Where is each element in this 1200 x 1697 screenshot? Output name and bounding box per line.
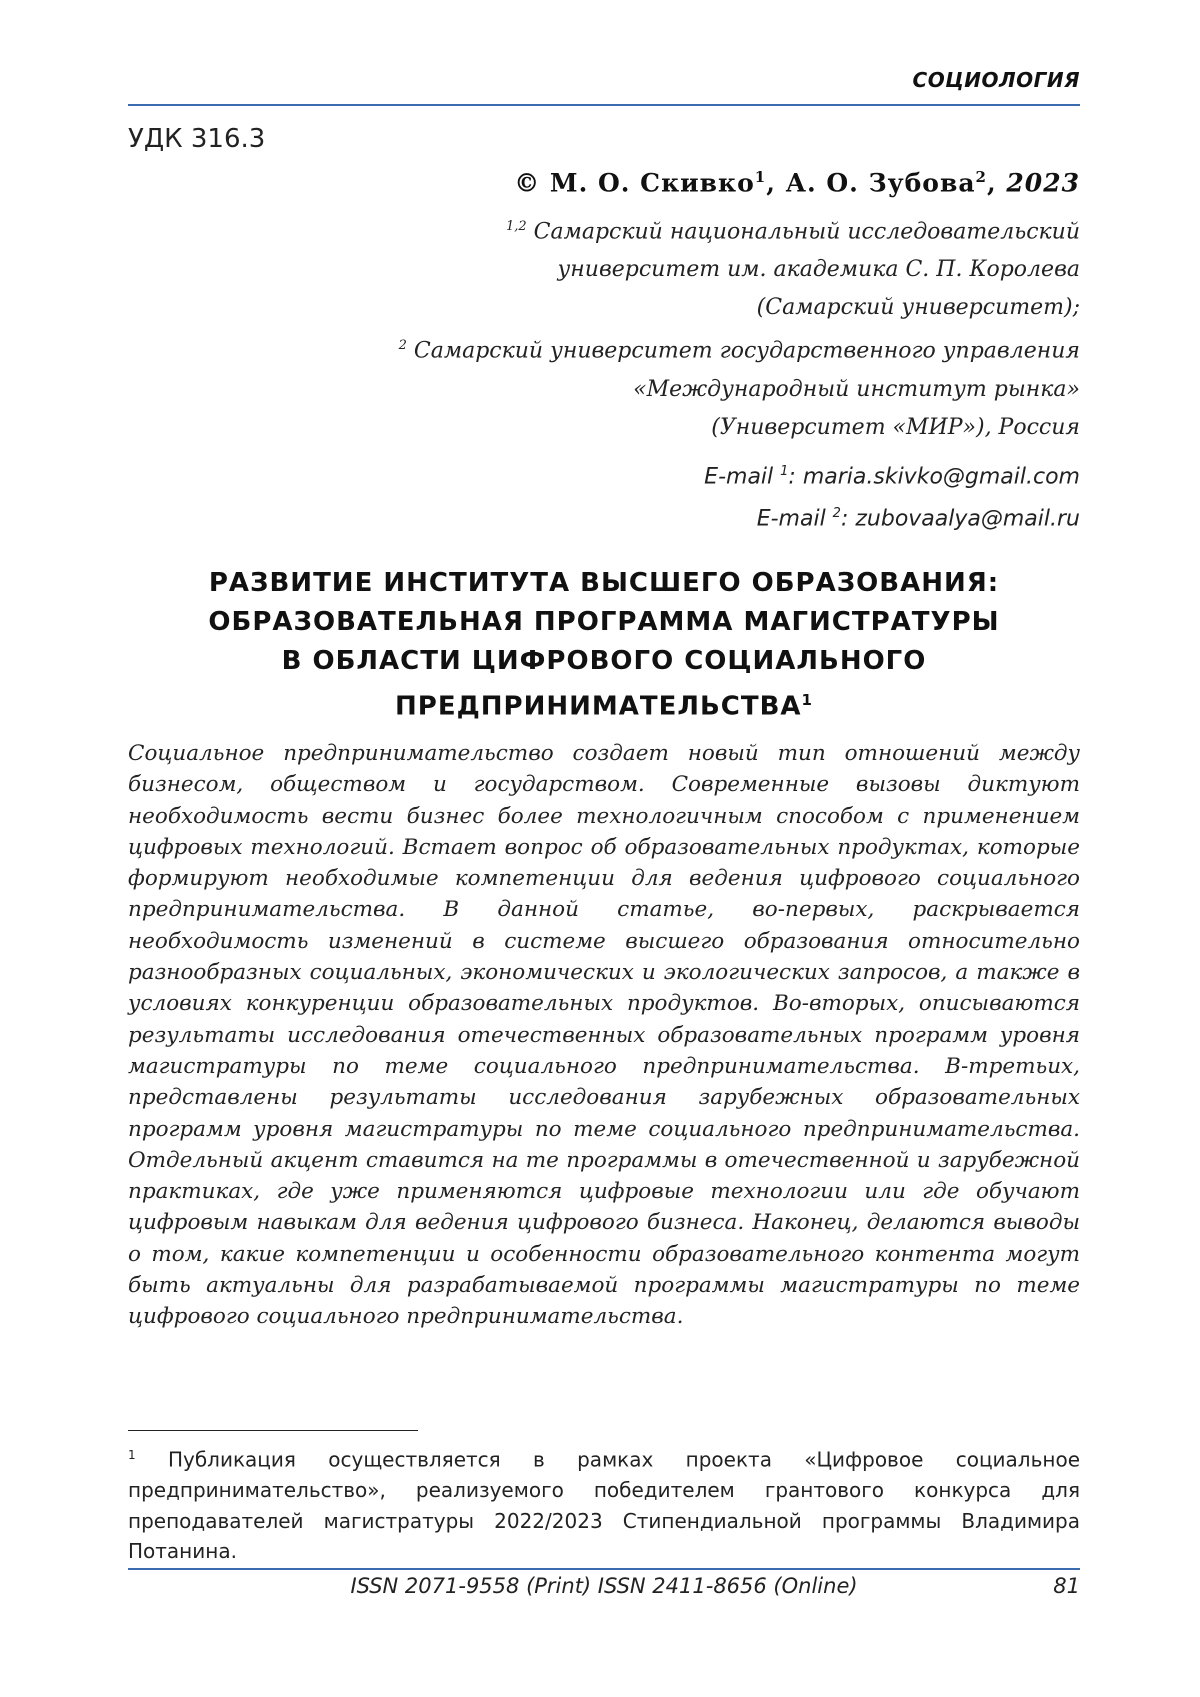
email-2-address[interactable]: : zubovaalya@mail.ru [840,506,1080,532]
abstract: Социальное предпринимательство создает новый тип отношений между бизнесом, обществом и государством. Современные вызовы диктуют необходимость вести бизнес более технологичным способом с применением цифровых технологий. Встает вопрос об образовательных продуктах, которые формируют необходимые компетенции для ведения цифрового социального предпринимательства. В данной статье, во-первых, раскрывается необходимость изменений в системе высшего образования относительно разнообразных социальных, экономических и экологических запросов, а также в условиях конкуренции образовательных продуктов. Во-вторых, описываются результаты исследования отечественных образовательных программ уровня магистратуры по теме социального предпринимательства. В-третьих, представлены результаты исследования зарубежных образовательных программ уровня магистратуры по теме социального предпринимательства. Отдельный акцент ставится на те программы в отечественной и зарубежной практиках, где уже применяются цифровые технологии или где обучают цифровым навыкам для ведения цифрового бизнеса. Наконец, делаются выводы о том, какие компетенции и особенности образовательного контента могут быть актуальны для разрабатываемой программы магистратуры по теме цифрового социального предпринимательства. [128,741,1080,1330]
affiliations [128,208,1080,447]
author-2-sup: 2 [975,168,987,186]
author-2: А. О. Зубова [785,168,976,198]
footer-rule [128,1568,1080,1570]
title-line-2: ОБРАЗОВАТЕЛЬНАЯ ПРОГРАММА МАГИСТРАТУРЫ [208,607,1000,637]
footnote [128,1440,1080,1567]
affiliation-2-line-3: (Университет «МИР»), Россия [711,414,1080,440]
udc-code: УДК 316.3 [128,124,266,154]
footnote-rule [128,1430,418,1431]
title-line-3: В ОБЛАСТИ ЦИФРОВОГО СОЦИАЛЬНОГО [281,646,927,676]
copyright-sign: © [514,168,541,198]
article-title [128,564,1080,727]
email-1: E-mail $^1$: maria.skivko@gmail.com [704,464,1080,490]
header-rule [128,104,1080,106]
affiliation-1-line-2: университет им. академика С. П. Королева [557,257,1080,283]
title-footnote-ref[interactable]: 1 [801,691,813,709]
email-2: E-mail $^2$: zubovaalya@mail.ru [756,506,1080,532]
title-line-4: ПРЕДПРИНИМАТЕЛЬСТВА$^1$ [395,691,813,722]
author-1-sup: 1 [754,168,767,186]
title-line-1: РАЗВИТИЕ ИНСТИТУТА ВЫСШЕГО ОБРАЗОВАНИЯ: [208,568,1000,598]
emails [128,453,1080,538]
affiliation-1-sup: 1,2 [505,219,527,234]
footnote-marker: 1 [128,1448,136,1462]
publication-year: 2023 [1006,168,1080,198]
affiliation-2-sup: 2 [398,338,407,354]
footnote-text: Публикация осуществляется в рамках проекта «Цифровое социальное предпринимательство», реализуемого победителем грантового конкурса для преподавателей магистратуры 2022/2023 Стипендиальной программы Владимира Потанина. [128,1447,1080,1564]
affiliation-2-line-1: $^2$ Самарский университет государственного управления [398,338,1080,364]
author-separator: , [766,168,786,198]
page-number: 81 [1053,1574,1080,1598]
issn-line: ISSN 2071-9558 (Print) ISSN 2411-8656 (Online) [350,1574,858,1598]
affiliation-1-line-1: $^{1,2}$ Самарский национальный исследовательский [505,219,1080,245]
authors-line [128,168,1080,197]
affiliation-1-line-3: (Самарский университет); [756,295,1080,321]
affiliation-2-line-2: «Международный институт рынка» [633,376,1080,402]
section-running-head: СОЦИОЛОГИЯ [912,68,1080,92]
author-1: М. О. Скивко [549,168,755,198]
year-separator: , [986,168,1007,198]
email-1-address[interactable]: : maria.skivko@gmail.com [788,464,1080,490]
